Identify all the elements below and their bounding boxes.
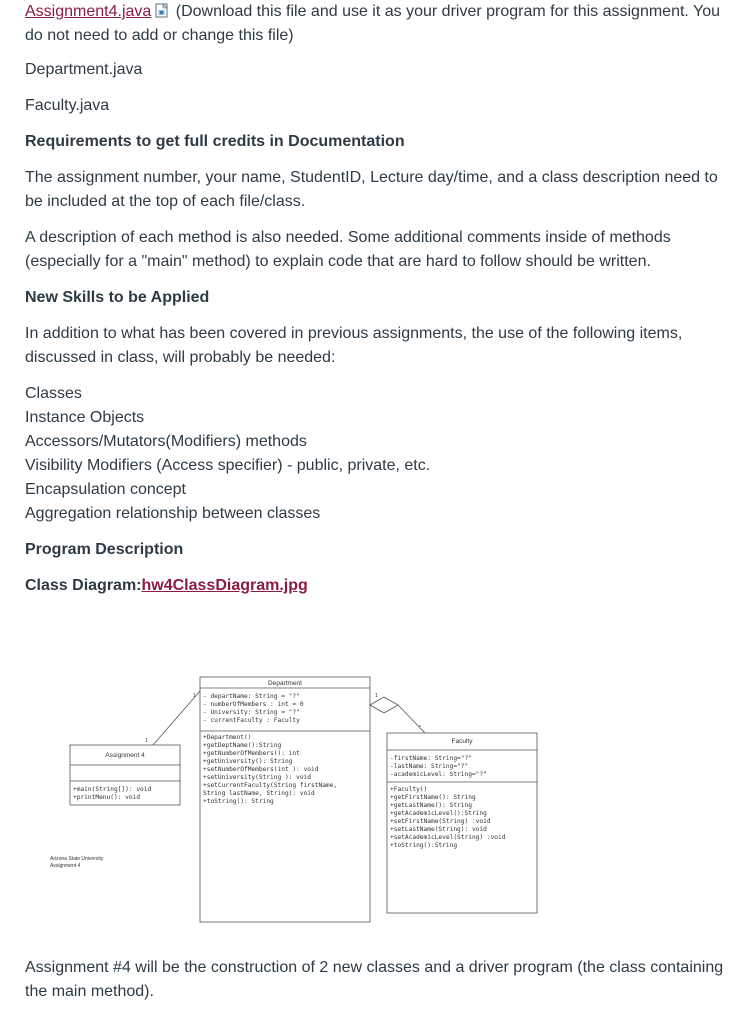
assignment4-method: +main(String[]): void bbox=[73, 786, 152, 793]
assignment4-java-link[interactable]: Assignment4.java bbox=[25, 3, 152, 20]
uml-class-diagram bbox=[45, 660, 545, 930]
skills-list bbox=[25, 382, 430, 526]
department-attribute: - University: String = "?" bbox=[203, 709, 300, 716]
download-instructions: (Download this file and use it as your driver program for this assignment. You do not need to add or change this file) bbox=[25, 3, 721, 44]
skill-item: Encapsulation concept bbox=[25, 481, 186, 498]
department-method: +getDeptName():String bbox=[203, 742, 282, 749]
department-method: +setUniversity(String ): void bbox=[203, 774, 312, 781]
department-attribute: - numberOfMembers : int = 0 bbox=[203, 701, 304, 708]
diagram-footer-assignment: Assignment 4 bbox=[50, 863, 81, 869]
department-method: +setCurrentFaculty(String firstName, bbox=[203, 782, 338, 789]
faculty-attribute: -firstName: String="?" bbox=[390, 755, 472, 762]
multiplicity-label: 1 bbox=[375, 693, 378, 699]
documentation-heading: Requirements to get full credits in Documentation bbox=[25, 133, 405, 150]
assignment4-method: +printMenu(): void bbox=[73, 794, 141, 801]
association-line bbox=[145, 691, 200, 745]
skill-item: Classes bbox=[25, 385, 82, 402]
skills-intro: In addition to what has been covered in previous assignments, the use of the following items, discussed in class, will probably be needed: bbox=[25, 325, 683, 366]
multiplicity-label: 1 bbox=[193, 693, 196, 699]
department-method: +toString(): String bbox=[203, 798, 274, 805]
department-attribute: - departName: String = "?" bbox=[203, 693, 300, 700]
faculty-class-title: Faculty bbox=[451, 738, 473, 745]
skill-item: Visibility Modifiers (Access specifier) - public, private, etc. bbox=[25, 457, 431, 474]
faculty-method: +Faculty() bbox=[390, 786, 428, 793]
faculty-method: +getAcademicLevel():String bbox=[390, 810, 487, 817]
faculty-attribute: -academicLevel: String="?" bbox=[390, 771, 487, 778]
multiplicity-label: * bbox=[419, 725, 421, 731]
faculty-method: +setFirstName(String) :void bbox=[390, 818, 491, 825]
class-diagram-label: Class Diagram: bbox=[25, 577, 142, 594]
assignment4-class-box bbox=[70, 745, 180, 805]
assignment4-class-title: Assignment 4 bbox=[105, 752, 145, 759]
intro-paragraph bbox=[25, 0, 725, 48]
final-paragraph: Assignment #4 will be the construction of 2 new classes and a driver program (the class containing the main method). bbox=[25, 959, 724, 1000]
documentation-paragraph-2: A description of each method is also needed. Some additional comments inside of methods (especially for a "main" method) to explain code that are hard to follow should be written. bbox=[25, 229, 671, 270]
faculty-method: +getFirstName(): String bbox=[390, 794, 476, 801]
faculty-attribute: -lastName: String="?" bbox=[390, 763, 469, 770]
department-method: +setNumberOfMembers(int ): void bbox=[203, 766, 319, 773]
department-method: +Department() bbox=[203, 734, 252, 741]
faculty-method: +setLastName(String): void bbox=[390, 826, 487, 833]
diagram-footer-university: Arizona State University bbox=[50, 856, 104, 862]
skill-item: Aggregation relationship between classes bbox=[25, 505, 321, 522]
faculty-method: +toString():String bbox=[390, 842, 458, 849]
skill-item: Instance Objects bbox=[25, 409, 145, 426]
faculty-method: +getLastName(): String bbox=[390, 802, 472, 809]
class-diagram-link[interactable]: hw4ClassDiagram.jpg bbox=[141, 577, 308, 594]
faculty-class-box bbox=[387, 733, 537, 913]
department-class-box bbox=[200, 677, 370, 922]
faculty-method: +setAcademicLevel(String) :void bbox=[390, 834, 506, 841]
skill-item: Accessors/Mutators(Modifiers) methods bbox=[25, 433, 307, 450]
skills-heading: New Skills to be Applied bbox=[25, 289, 210, 306]
download-file-icon[interactable] bbox=[155, 3, 169, 18]
multiplicity-label: 1 bbox=[145, 738, 148, 744]
class-diagram-line bbox=[25, 574, 308, 598]
faculty-java-file: Faculty.java bbox=[25, 97, 110, 114]
aggregation-diamond-icon bbox=[370, 697, 398, 713]
documentation-paragraph-1: The assignment number, your name, StudentID, Lecture day/time, and a class description need to be included at the top of each file/class. bbox=[25, 169, 718, 210]
department-java-file: Department.java bbox=[25, 61, 143, 78]
department-class-title: Department bbox=[268, 680, 302, 687]
department-method: String lastName, String): void bbox=[203, 790, 315, 797]
department-attribute: - currentFaculty : Faculty bbox=[203, 717, 300, 724]
program-description-heading: Program Description bbox=[25, 541, 184, 558]
department-method: +getNumberOfMembers(): int bbox=[203, 750, 300, 757]
department-method: +getUniversity(): String bbox=[203, 758, 293, 765]
aggregation-line bbox=[370, 693, 425, 733]
